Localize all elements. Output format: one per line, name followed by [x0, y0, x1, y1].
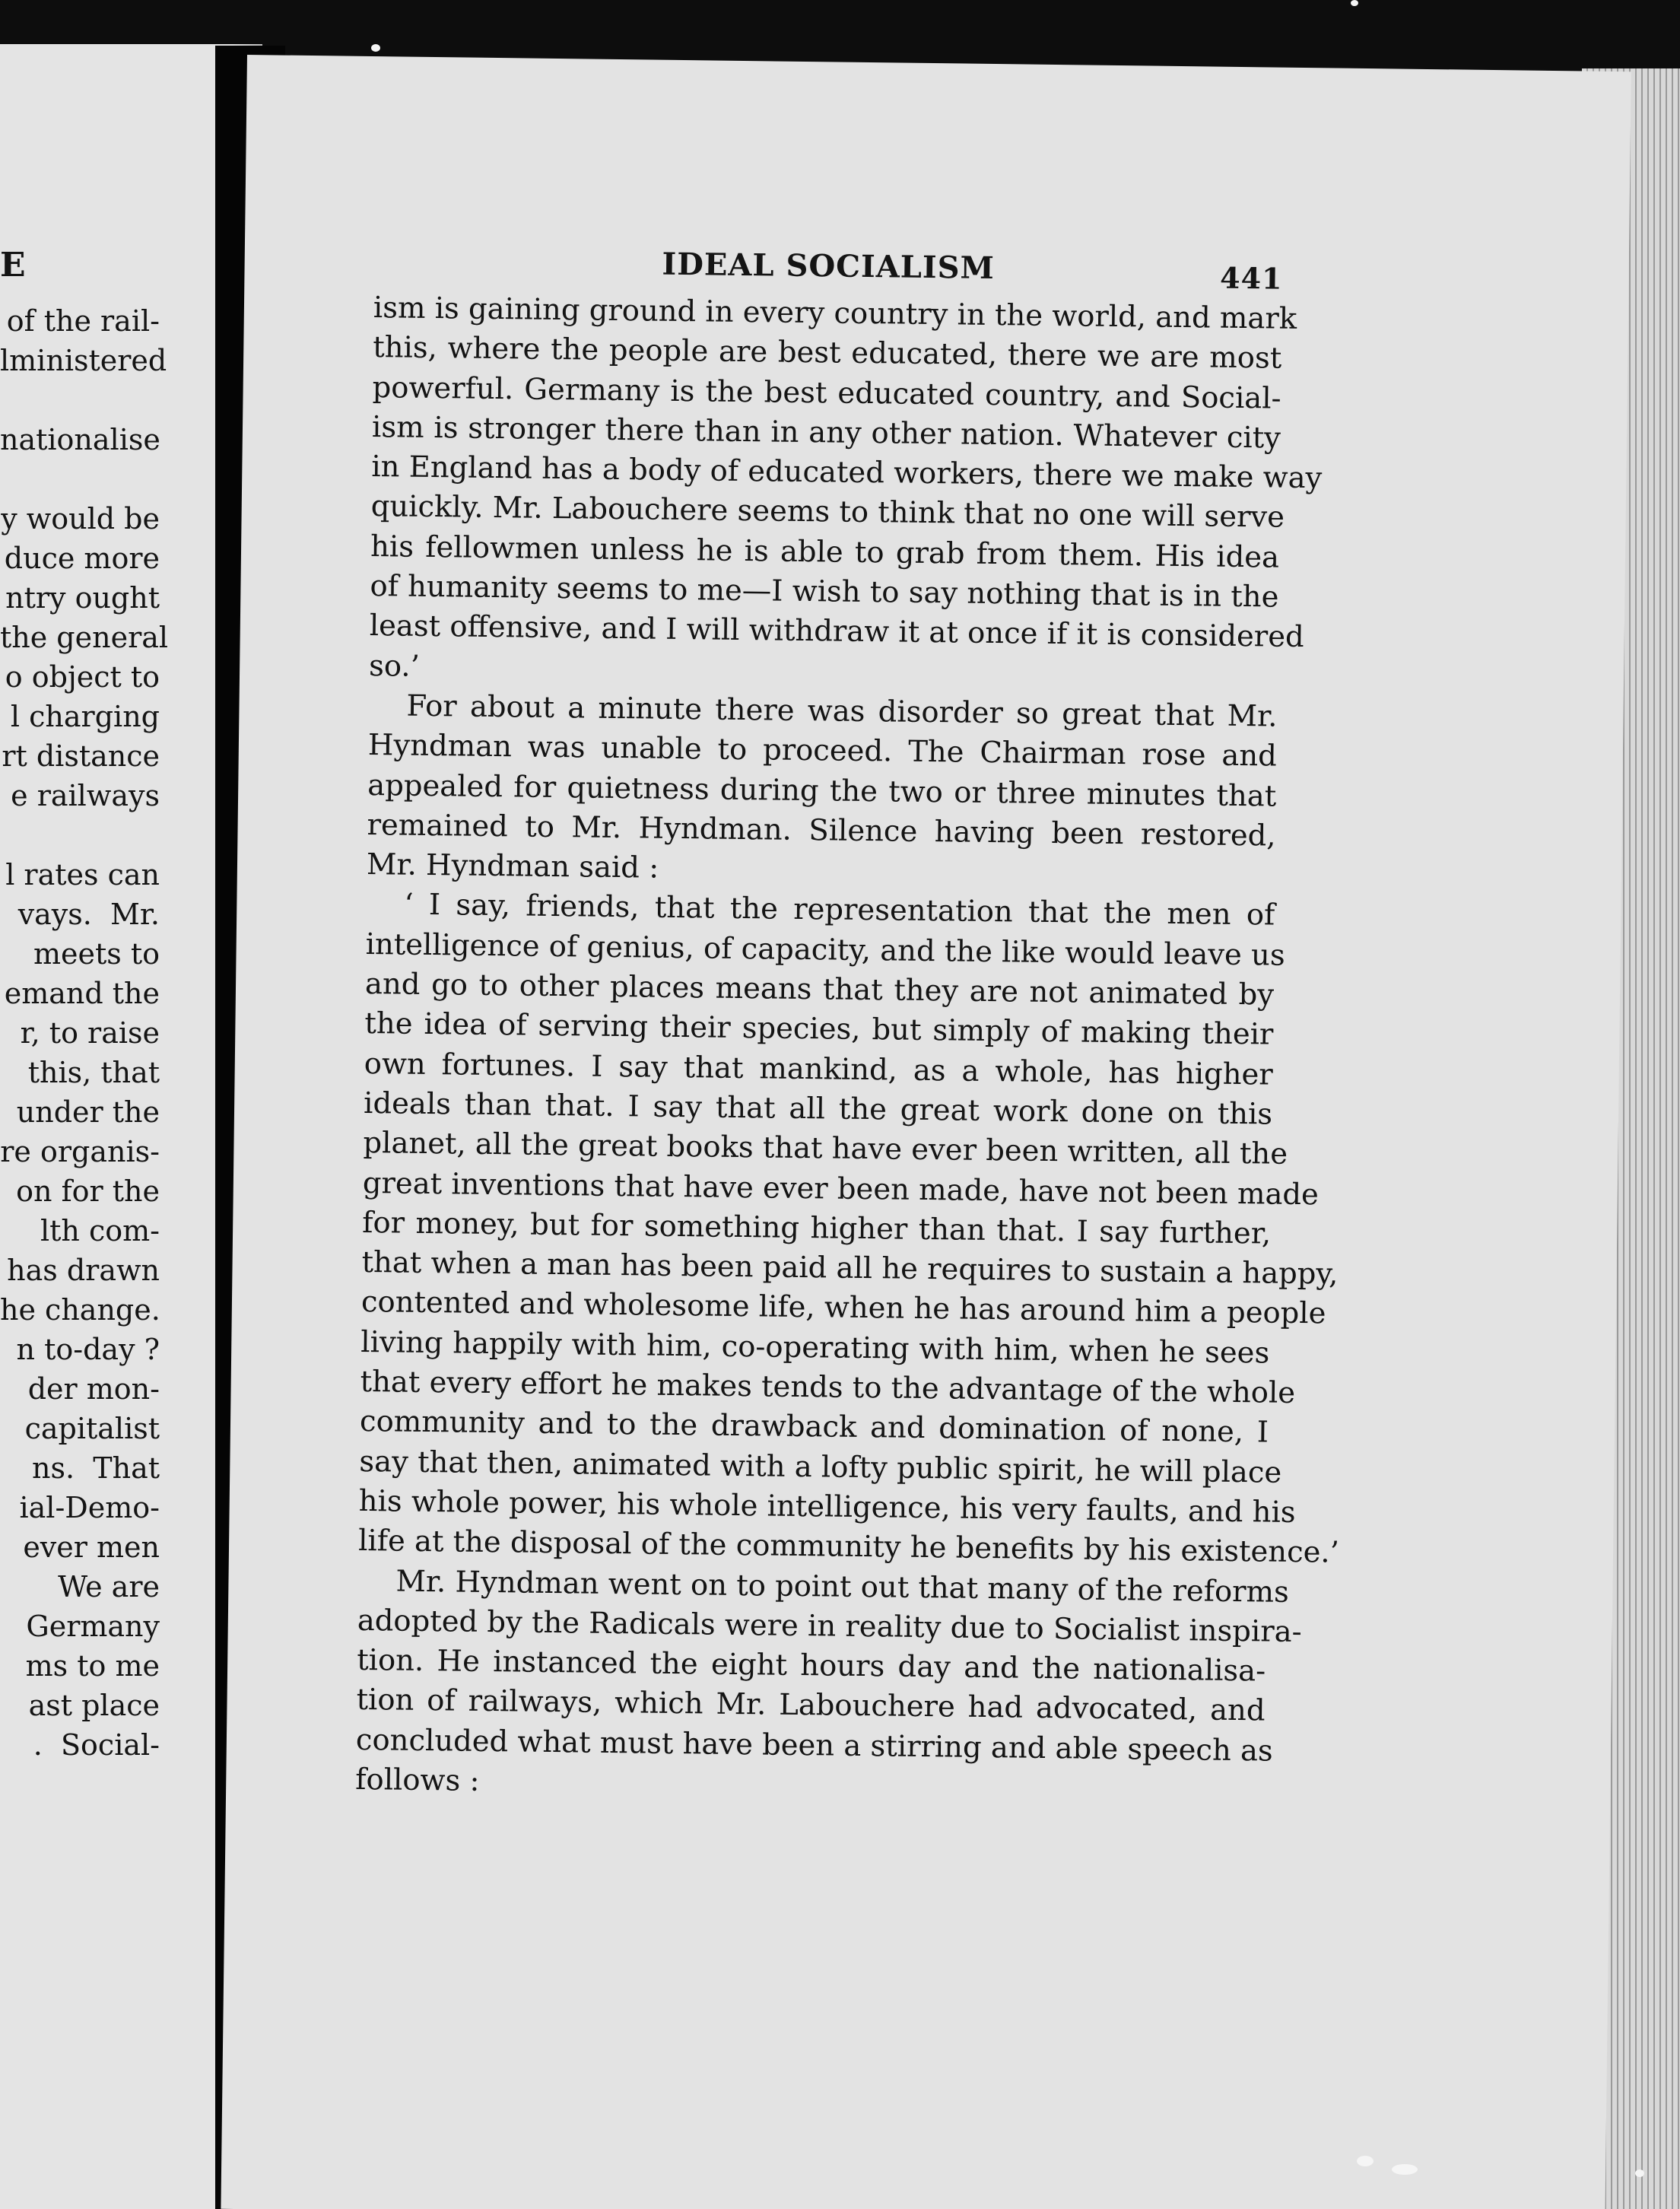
text-line: contented and wholesome life, when he has around him a people: [360, 1285, 1326, 1331]
text-line: community and to the drawback and domination of none, I: [359, 1404, 1269, 1450]
left-page-text: [0, 304, 169, 1770]
text-line: in England has a body of educated workers, there we make way: [371, 450, 1323, 496]
page-number: 441: [1219, 260, 1283, 296]
left-page-line: has drawn: [7, 1254, 160, 1287]
left-page-line: o object to: [5, 660, 160, 694]
text-line: the idea of serving their species, but simply of making their: [364, 1006, 1274, 1052]
text-line: follows :: [355, 1762, 480, 1798]
left-page-line: ever men: [23, 1530, 160, 1564]
text-line: so.’: [368, 648, 421, 684]
left-page-line: l rates can: [5, 858, 160, 892]
left-page-line: ms to me: [25, 1649, 160, 1683]
text-line: Hyndman was unable to proceed. The Chairman rose and: [367, 728, 1278, 774]
right-page: [221, 55, 1631, 2209]
text-line: adopted by the Radicals were in reality due to Socialist inspira-: [357, 1603, 1302, 1649]
text-line: powerful. Germany is the best educated country, and Social-: [372, 370, 1281, 416]
dust-speck: [1392, 2164, 1418, 2175]
text-line: and go to other places means that they are not animated by: [364, 967, 1275, 1012]
left-page-top-letter: E: [0, 246, 26, 284]
dust-speck: [1635, 2169, 1644, 2177]
page-text-block: [355, 243, 1340, 1811]
text-line: this, where the people are best educated, there we are most: [373, 330, 1282, 376]
paragraph: [357, 885, 1340, 1572]
left-page-line: ial-Demo-: [19, 1491, 160, 1524]
text-line: ism is stronger there than in any other nation. Whatever city: [371, 409, 1281, 456]
text-line: his whole power, his whole intelligence, his very faults, and his: [358, 1483, 1296, 1530]
left-page-line: lth com-: [40, 1214, 160, 1248]
text-line: his fellowmen unless he is able to grab from them. His idea: [370, 529, 1280, 575]
dust-speck: [1357, 2156, 1374, 2166]
text-line: least offensive, and I will withdraw it at once if it is considered: [369, 609, 1304, 655]
text-line: Mr. Hyndman said :: [366, 847, 659, 885]
text-line: ‘ I say, friends, that the representation that the men of: [404, 888, 1275, 933]
left-page-line: under the: [16, 1095, 160, 1129]
left-page-line: Germany: [26, 1610, 160, 1643]
left-page-line: re organis-: [0, 1135, 160, 1168]
text-line: that every effort he makes tends to the advantage of the whole: [360, 1364, 1296, 1410]
left-page-line: We are: [58, 1570, 160, 1604]
text-line: that when a man has been paid all he requires to sustain a happy,: [361, 1245, 1339, 1292]
text-line: Mr. Hyndman went on to point out that many of the reforms: [395, 1564, 1290, 1610]
paragraph: [368, 288, 1323, 698]
text-line: life at the disposal of the community he benefits by his existence.’: [357, 1524, 1340, 1570]
left-page-line: vays. Mr.: [17, 898, 160, 931]
running-head: IDEAL SOCIALISM: [662, 246, 996, 287]
text-line: great inventions that have ever been made, have not been made: [362, 1165, 1320, 1212]
text-line: intelligence of genius, of capacity, and the like would leave us: [365, 927, 1285, 973]
left-page-line: r, to raise: [20, 1016, 160, 1050]
left-page-line: [0, 386, 160, 425]
text-line: say that then, animated with a lofty public spirit, he will place: [359, 1444, 1282, 1490]
left-page-line: e railways: [11, 779, 160, 812]
dust-speck: [371, 44, 380, 52]
left-page-line: meets to: [33, 937, 160, 971]
left-page-line: l charging: [10, 700, 160, 733]
paragraph: [355, 1561, 1302, 1810]
left-page-line: duce more: [4, 542, 160, 575]
left-page-line: [0, 465, 160, 504]
text-line: living happily with him, co-operating with him, when he sees: [360, 1324, 1270, 1371]
dust-speck: [1351, 0, 1358, 6]
left-page-line: emand the: [4, 977, 160, 1010]
left-page-line: . Social-: [33, 1728, 160, 1762]
left-page-line: y would be: [1, 502, 160, 536]
text-line: concluded what must have been a stirring and able speech as: [355, 1722, 1273, 1769]
left-page-line: ns. That: [32, 1451, 160, 1485]
left-page-line: on for the: [16, 1174, 160, 1208]
left-page-line: n to-day ?: [16, 1333, 160, 1366]
text-line: ideals than that. I say that all the great work done on this: [363, 1085, 1273, 1132]
text-line: quickly. Mr. Labouchere seems to think that no one will serve: [370, 489, 1285, 536]
left-page-line: he change.: [0, 1293, 160, 1327]
text-line: tion of railways, which Mr. Labouchere had advocated, and: [356, 1683, 1266, 1728]
left-page-line: nationalise: [0, 423, 160, 456]
text-line: own fortunes. I say that mankind, as a whole, has higher: [364, 1046, 1273, 1092]
left-page-line: capitalist: [24, 1412, 160, 1445]
left-page-line: [0, 821, 160, 860]
left-page-line: lministered: [0, 344, 167, 377]
left-page-line: the general: [0, 621, 169, 654]
text-line: planet, all the great books that have ever been written, all the: [363, 1126, 1288, 1172]
text-line: for money, but for something higher than that. I say further,: [361, 1205, 1272, 1251]
left-page-line: of the rail-: [6, 304, 160, 338]
paragraph: [367, 686, 1278, 896]
text-line: appealed for quietness during the two or three minutes that: [367, 768, 1277, 814]
left-page-line: ast place: [28, 1689, 160, 1722]
text-line: For about a minute there was disorder so great that Mr.: [406, 688, 1278, 734]
text-line: of humanity seems to me—I wish to say nothing that is in the: [370, 569, 1279, 615]
left-page-line: rt distance: [2, 739, 160, 773]
body-text: [355, 288, 1340, 1811]
left-page-line: this, that: [27, 1056, 160, 1089]
left-page-line: ntry ought: [5, 581, 160, 615]
text-line: ism is gaining ground in every country in the world, and mark: [373, 291, 1297, 336]
text-line: tion. He instanced the eight hours day and the nationalisa-: [356, 1643, 1266, 1689]
text-line: remained to Mr. Hyndman. Silence having been restored,: [367, 807, 1276, 853]
left-page-line: der mon-: [27, 1372, 160, 1406]
